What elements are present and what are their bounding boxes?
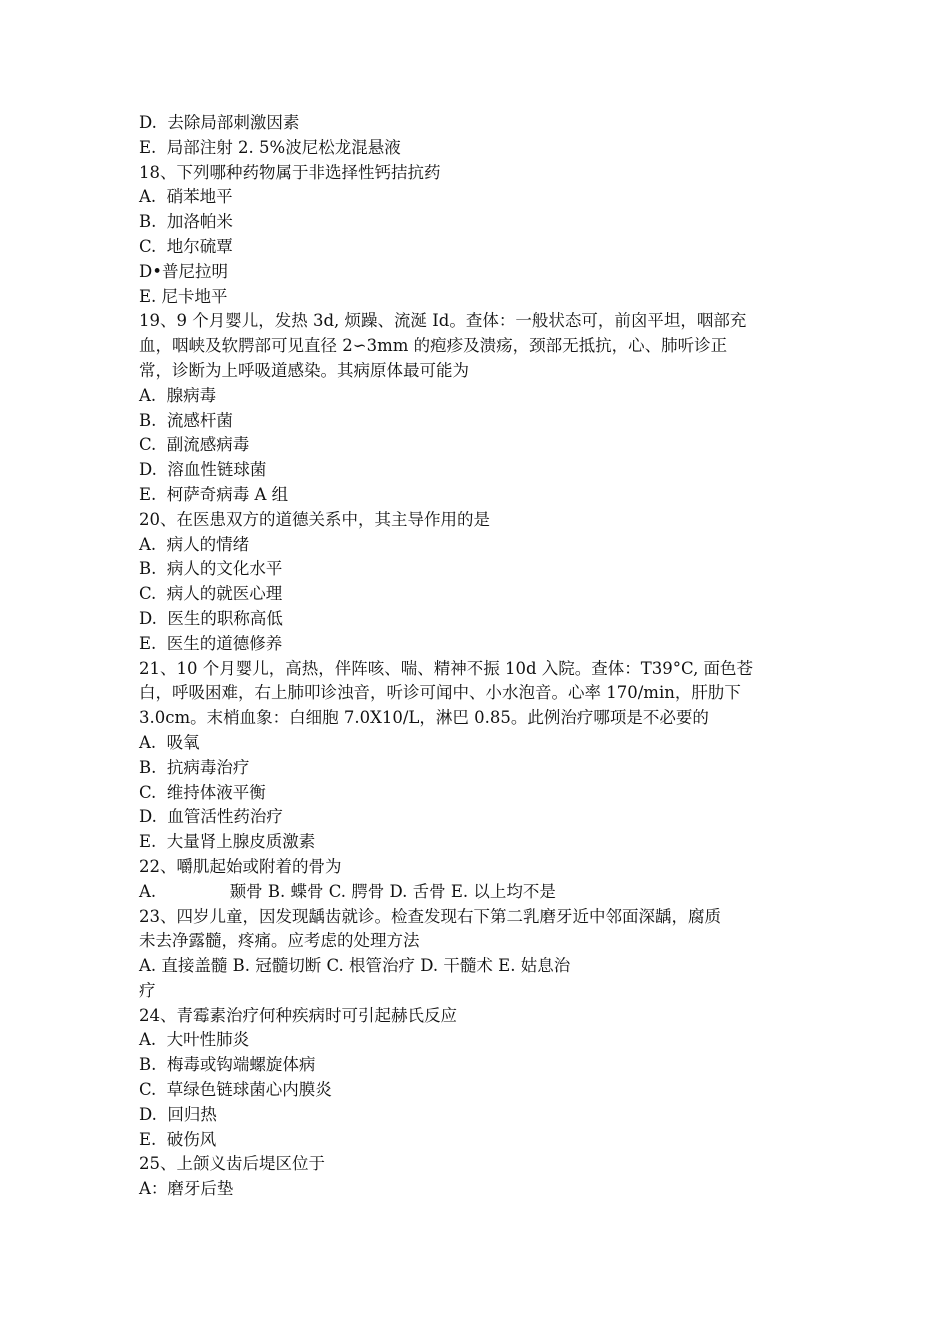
text-line: B. 流感杆菌 [139,410,233,430]
text-line: C. 病人的就医心理 [139,584,283,604]
text-line: D. 回归热 [139,1104,217,1124]
text-line: A：磨牙后垫 [139,1179,234,1199]
text-line: D. 去除局部刺激因素 [139,113,300,132]
text-line: 疗 [139,980,156,1000]
text-line: E. 大量肾上腺皮质激素 [139,832,316,852]
document-body [139,111,829,1202]
text-line: 白，呼吸困难，右上肺叩诊浊音，听诊可闻中、小水泡音。心率 170/min，肝肋下 [139,683,741,703]
text-line: C. 副流感病毒 [139,435,250,455]
text-line: D•普尼拉明 [139,261,228,281]
text-line: C. 维持体液平衡 [139,782,266,802]
text-line: 21、10 个月婴儿，高热，伴阵咳、喘、精神不振 10d 入院。查体：T39°C, 面色苍 [139,658,754,678]
text-line: E. 尼卡地平 [139,286,228,306]
text-line: 血，咽峡及软腭部可见直径 2∽3mm 的疱疹及溃疡，颈部无抵抗，心、肺听诊正 [139,336,728,356]
text-line: 常，诊断为上呼吸道感染。其病原体最可能为 [139,360,469,380]
text-line: B. 病人的文化水平 [139,559,283,579]
text-line: B. 加洛帕米 [139,212,233,232]
text-line: D. 溶血性链球菌 [139,460,267,480]
text-line: 3.0cm。末梢血象：白细胞 7.0X10/L，淋巴 0.85。此例治疗哪项是不必要的 [139,708,709,728]
text-line: A. 硝苯地平 [139,187,233,207]
text-line: C. 地尔硫覃 [139,236,233,256]
text-line: C. 草绿色链球菌心内膜炎 [139,1080,332,1100]
text-line: E. 破伤风 [139,1129,217,1149]
text-line: B. 抗病毒治疗 [139,757,250,777]
text-line: 22、嚼肌起始或附着的骨为 [139,856,342,876]
text-line: E. 柯萨奇病毒 A 组 [139,484,289,504]
text-line: E. 医生的道德修养 [139,633,283,653]
text-line: 18、下列哪种药物属于非选择性钙拮抗药 [139,162,441,182]
text-line: 20、在医患双方的道德关系中，其主导作用的是 [139,509,490,529]
text-line: A. 病人的情绪 [139,534,250,554]
text-line: E. 局部注射 2. 5%波尼松龙混悬液 [139,137,401,157]
text-line: A. 吸氧 [139,732,200,752]
text-line: D. 医生的职称高低 [139,608,283,628]
text-line: 19、9 个月婴儿，发热 3d, 烦躁、流涎 Id。查体：一般状态可，前囟平坦，咽部充 [139,311,747,331]
text-line: A. 腺病毒 [139,385,217,405]
text-line: A. 大叶性肺炎 [139,1030,250,1050]
text-line: 23、四岁儿童，因发现龋齿就诊。检查发现右下第二乳磨牙近中邻面深龋，腐质 [139,906,721,926]
text-line: A. 直接盖髓 B. 冠髓切断 C. 根管治疗 D. 干髓术 E. 姑息治 [139,956,571,976]
text-line: B. 梅毒或钩端螺旋体病 [139,1055,316,1075]
text-line: 25、上颌义齿后堤区位于 [139,1154,325,1174]
text-line: 未去净露髓，疼痛。应考虑的处理方法 [139,931,420,951]
text-line: A. 颞骨 B. 蝶骨 C. 腭骨 D. 舌骨 E. 以上均不是 [139,881,556,901]
text-line: 24、青霉素治疗何种疾病时可引起赫氏反应 [139,1005,457,1025]
text-line: D. 血管活性药治疗 [139,807,283,827]
